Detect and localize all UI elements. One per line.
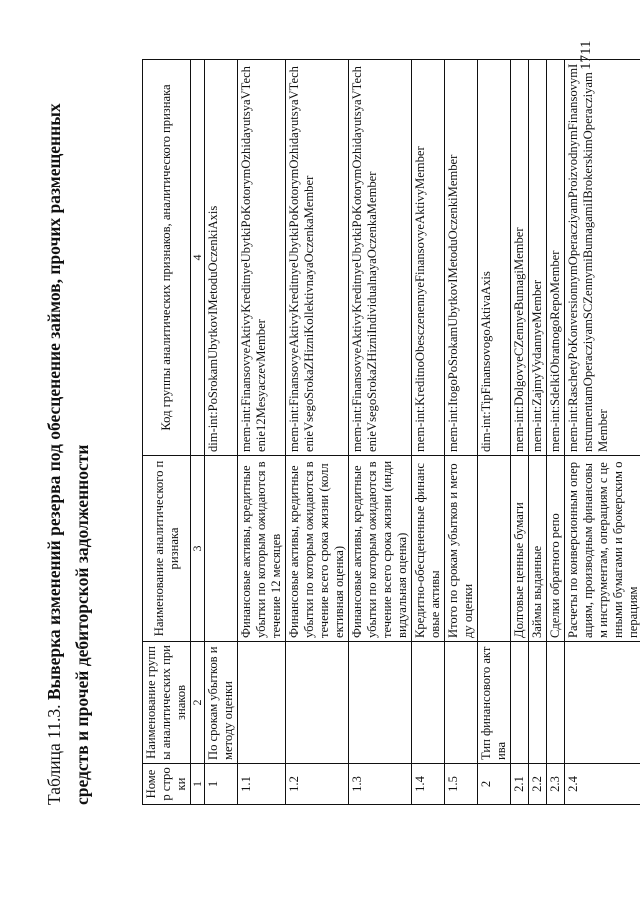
code-cell: mem-int:SdelkiObratnogoRepoMember [547,60,565,456]
code-cell: mem-int:DolgovyeCZennyeBumagiMember [511,60,529,456]
table-number: Таблица 11.3. [44,704,64,805]
table-row [529,60,547,805]
table-row [565,60,640,805]
column-number-row [191,60,205,805]
row-number-cell: 2.3 [547,764,565,805]
group-name-cell [511,642,529,764]
code-cell: mem-int:FinansovyeAktivyKreditnyeUbytkiPoKotorymOzhidayutsyaVTechenieVsegoSrokaZHizniKollektivnayaOczenkaMember [286,60,349,456]
feature-name-cell: Итого по срокам убытков и методу оценки [445,456,478,642]
column-number: 3 [191,456,205,642]
code-cell: mem-int:FinansovyeAktivyKreditnyeUbytkiPoKotorymOzhidayutsyaVTechenieVsegoSrokaZHizniIndividualnayaOczenkaMember [349,60,412,456]
header-feature-name: Наименование аналитического признака [143,456,191,642]
group-name-cell [349,642,412,764]
row-number-cell: 1.3 [349,764,412,805]
row-number-cell: 1.1 [238,764,286,805]
table-row [286,60,349,805]
code-cell: mem-int:ZajmyVydannyeMember [529,60,547,456]
header-row-number: Номер строки [143,764,191,805]
code-cell: mem-int:KreditnoObesczenennyeFinansovyeAktivyMember [412,60,445,456]
feature-name-cell: Долговые ценные бумаги [511,456,529,642]
feature-name-cell: Займы выданные [529,456,547,642]
group-name-cell [565,642,640,764]
group-name-cell [412,642,445,764]
feature-name-cell: Финансовые активы, кредитные убытки по которым ожидаются в течение всего срока жизни (индивидуальная оценка) [349,456,412,642]
row-number-cell: 2.2 [529,764,547,805]
table-row [412,60,445,805]
row-number-cell: 2 [478,764,511,805]
analytic-features-table [142,59,640,805]
feature-name-cell: Расчеты по конверсионным операциям, производным финансовым инструментам, операциям с ценными бумагами и брокерским операциям [565,456,640,642]
feature-name-cell: Финансовые активы, кредитные убытки по которым ожидаются в течение всего срока жизни (коллективная оценка) [286,456,349,642]
table-title-text: Выверка изменений резерва под обесценение займов, прочих размещенных средств и прочей дебиторской задолженности [44,103,92,805]
group-name-cell [445,642,478,764]
row-number-cell: 1 [205,764,238,805]
row-number-cell: 1.4 [412,764,445,805]
table-row [238,60,286,805]
table-row [445,60,478,805]
column-number: 1 [191,764,205,805]
row-number-cell: 2.4 [565,764,640,805]
group-name-cell: Тип финансового актива [478,642,511,764]
row-number-cell: 2.1 [511,764,529,805]
feature-name-cell [205,456,238,642]
table-row [547,60,565,805]
header-row [143,60,191,805]
table-row [349,60,412,805]
feature-name-cell [478,456,511,642]
table-row [205,60,238,805]
header-code: Код группы аналитических признаков, аналитического признака [143,60,191,456]
table-row [478,60,511,805]
group-name-cell [529,642,547,764]
column-number: 4 [191,60,205,456]
feature-name-cell: Кредитно-обесцененные финансовые активы [412,456,445,642]
group-name-cell [286,642,349,764]
column-number: 2 [191,642,205,764]
table-title [40,45,96,805]
header-group-name: Наименование группы аналитических признаков [143,642,191,764]
group-name-cell: По срокам убытков и методу оценки [205,642,238,764]
row-number-cell: 1.5 [445,764,478,805]
table-row [511,60,529,805]
code-cell: mem-int:FinansovyeAktivyKreditnyeUbytkiPoKotorymOzhidayutsyaVTechenie12MesyaczevMember [238,60,286,456]
code-cell: mem-int:RaschetyPoKonversionnymOperacziyamProizvodnymFinansovymInstrumentamOperacziyamSCZennymiBumagamiIBrokerskimOperacziyamMember [565,60,640,456]
page-number: 1711 [578,40,594,70]
feature-name-cell: Финансовые активы, кредитные убытки по которым ожидаются в течение 12 месяцев [238,456,286,642]
feature-name-cell: Сделки обратного репо [547,456,565,642]
group-name-cell [547,642,565,764]
code-cell: dim-int:TipFinansovogoAktivaAxis [478,60,511,456]
group-name-cell [238,642,286,764]
table-body [205,60,640,805]
code-cell: mem-int:ItogoPoSrokamUbytkovIMetoduOczenkiMember [445,60,478,456]
code-cell: dim-int:PoSrokamUbytkovIMetoduOczenkiAxis [205,60,238,456]
row-number-cell: 1.2 [286,764,349,805]
